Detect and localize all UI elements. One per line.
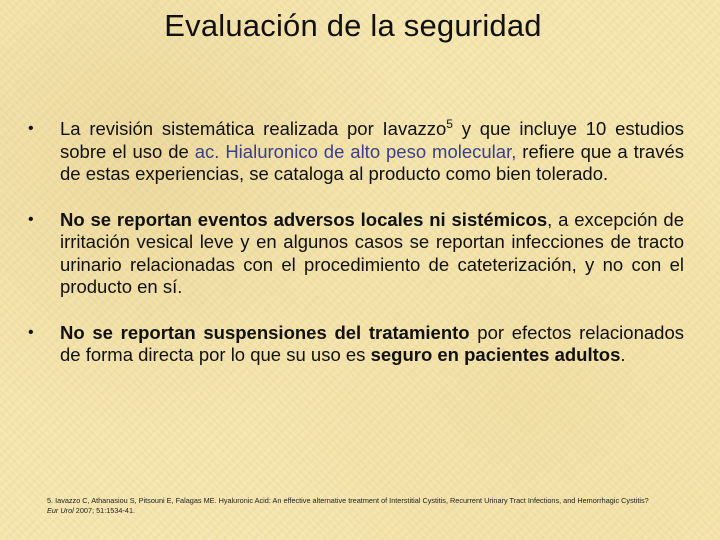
- bullet-bold-text: No se reportan eventos adversos locales ni sistémicos: [60, 208, 548, 230]
- reference-superscript: 5: [446, 116, 453, 131]
- bullet-marker: •: [28, 210, 34, 228]
- reference-journal-line: [47, 506, 667, 516]
- bullet-bold-text: seguro en pacientes adultos: [370, 344, 621, 365]
- reference-footnote: [47, 496, 667, 516]
- bullet-text: .: [620, 344, 626, 365]
- bullet-item-review: [28, 118, 684, 186]
- bullet-text: por efectos relacionados de forma directa por lo que su uso es: [60, 321, 684, 365]
- highlighted-term: ac. Hialuronico de alto peso molecular,: [194, 140, 517, 162]
- slide-title: Evaluación de la seguridad: [164, 8, 542, 43]
- bullet-list: [28, 118, 684, 367]
- bullet-text: refiere que a través de estas experiencias, se cataloga al producto como bien tolerado.: [60, 140, 684, 184]
- reference-citation: 2007; 51:1534-41.: [73, 506, 136, 515]
- bullet-item-adverse-events: [28, 209, 684, 299]
- bullet-text: , a excepción de irritación vesical leve y en algunos casos se reportan infecciones de tracto urinario relacionadas con el procedimiento de cateterización, y no con el producto en sí.: [60, 208, 684, 297]
- bullet-bold-text: No se reportan suspensiones del tratamiento: [60, 321, 470, 343]
- bullet-marker: •: [28, 120, 34, 137]
- bullet-text: La revisión sistemática realizada por Iavazzo: [60, 118, 447, 139]
- bullet-marker: •: [28, 323, 34, 341]
- bullet-item-suspensions: [28, 322, 684, 367]
- reference-authors-title: 5. Iavazzo C, Athanasiou S, Pitsouni E, Falagas ME. Hyaluronic Acid: An effective alternative treatment of Interstitial Cystitis, Recurrent Urinary Tract Infections, and Hemorrhagic Cystitis?: [47, 496, 649, 505]
- reference-journal: Eur Urol: [47, 506, 74, 515]
- bullet-text: y que incluye 10 estudios sobre el uso de: [60, 118, 685, 162]
